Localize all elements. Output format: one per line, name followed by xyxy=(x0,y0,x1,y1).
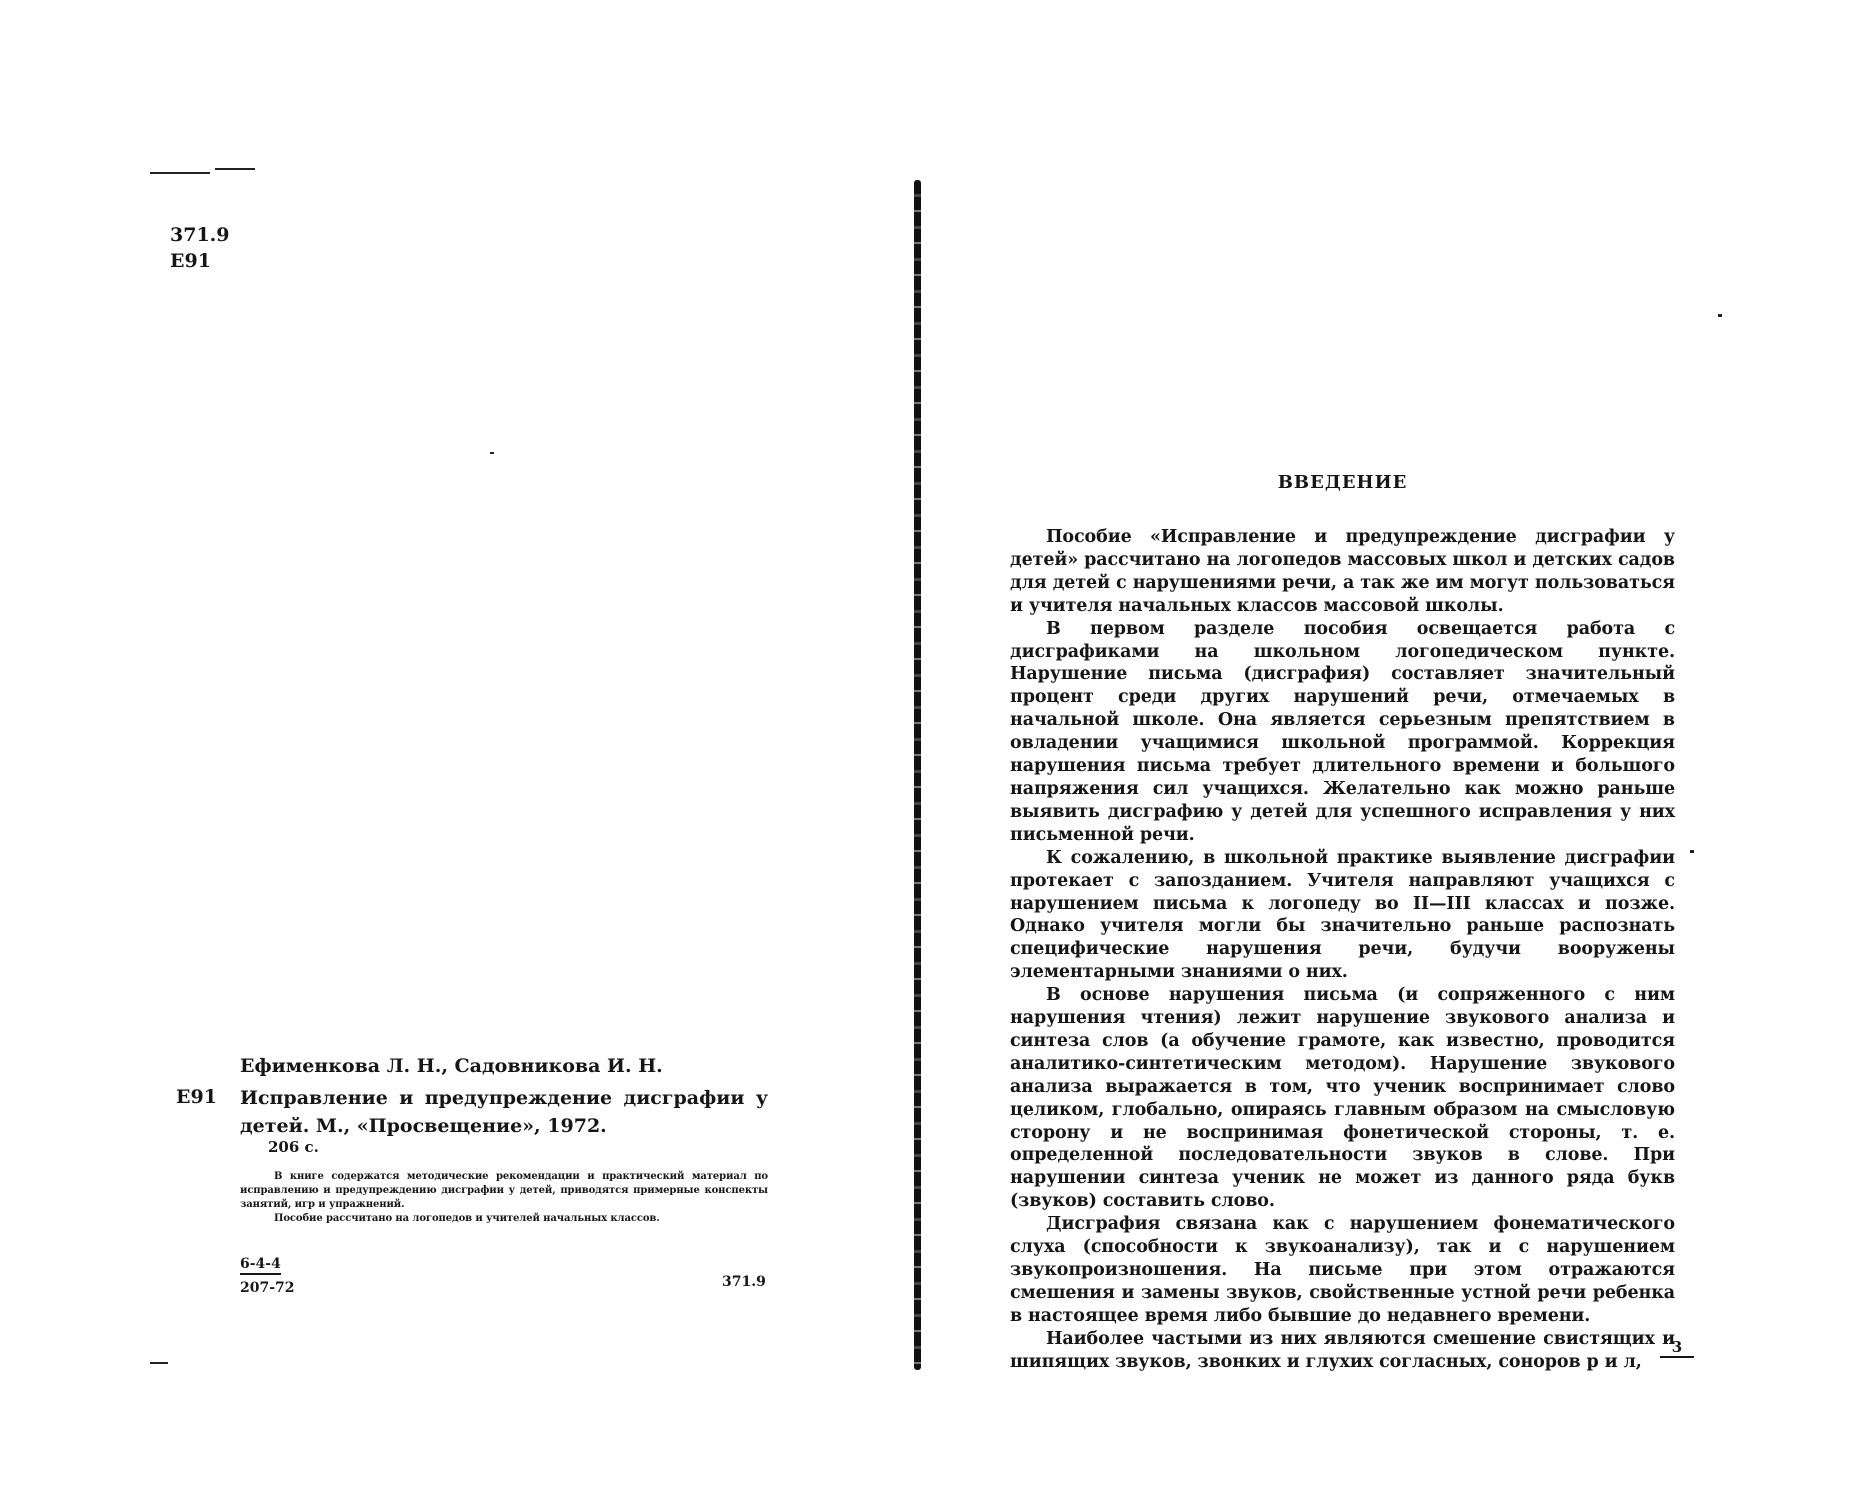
page-number: 3 xyxy=(1660,1338,1694,1358)
book-spine xyxy=(914,180,921,1370)
scan-mark xyxy=(490,452,494,454)
scan-mark xyxy=(1690,850,1694,853)
page-count: 206 с. xyxy=(268,1138,319,1156)
udc-code xyxy=(170,222,230,274)
catalog-code-right: 371.9 xyxy=(722,1274,766,1290)
udc-line-2: Е91 xyxy=(170,250,211,272)
catalog-code-bottom: 207-72 xyxy=(240,1280,295,1296)
classification-code: Е91 xyxy=(176,1086,217,1108)
udc-line-1: 371.9 xyxy=(170,224,230,246)
scan-mark xyxy=(1718,314,1722,317)
paragraph: Дисграфия связана как с нарушением фонематического слуха (способности к звукоанализу), так и с нарушением звукопроизношения. На письме при этом отражаются смешения и замены звуков, свойственные устной речи ребенка в настоящее время либо бывшие до недавнего времени. xyxy=(1010,1214,1675,1326)
catalog-code-top: 6-4-4 xyxy=(240,1256,281,1275)
book-title: Исправление и предупреждение дисграфии у детей. М., «Просвещение», 1972. xyxy=(240,1087,768,1137)
book-authors: Ефименкова Л. Н., Садовникова И. Н. xyxy=(240,1055,663,1077)
abstract-paragraph: В книге содержатся методические рекомендации и практический материал по исправлению и предупреждению дисграфии у детей, приводятся примерные конспекты занятий, игр и упражнений. xyxy=(240,1171,768,1210)
scan-mark xyxy=(150,172,210,174)
scan-mark xyxy=(150,1362,168,1364)
scan-mark xyxy=(215,168,255,170)
abstract-paragraph: Пособие рассчитано на логопедов и учителей начальных классов. xyxy=(274,1213,660,1224)
section-heading: ВВЕДЕНИЕ xyxy=(1277,472,1408,493)
paragraph: В первом разделе пособия освещается работа с дисграфиками на школьном логопедическом пункте. Нарушение письма (дисграфия) составляет значительный процент среди других нарушений речи, отмечаемых в начальной школе. Она является серьезным препятствием в овладении учащимися школьной программой. Коррекция нарушения письма требует длительного времени и большого напряжения сил учащихся. Желательно как можно раньше выявить дисграфию у детей для успешного исправления у них письменной речи. xyxy=(1010,618,1675,845)
book-abstract xyxy=(240,1170,768,1226)
paragraph: Пособие «Исправление и предупреждение дисграфии у детей» рассчитано на логопедов массовых школ и детских садов для детей с нарушениями речи, а так же им могут пользоваться и учителя начальных классов массовой школы. xyxy=(1010,527,1675,616)
paragraph: Наиболее частыми из них являются смешение свистящих и шипящих звуков, звонких и глухих согласных, соноров р и л, xyxy=(1010,1328,1675,1372)
introduction-text xyxy=(1010,526,1675,1374)
paragraph: В основе нарушения письма (и сопряженного с ним нарушения чтения) лежит нарушение звукового анализа и синтеза слов (а обучение грамоте, как известно, проводится аналитико-синтетическим методом). Нарушение звукового анализа выражается в том, что ученик воспринимает слово целиком, глобально, опираясь главным образом на смысловую сторону и не воспринимая фонетической стороны, т. е. определенной последовательности звуков в слове. При нарушении синтеза ученик не может из данного ряда букв (звуков) составить слово. xyxy=(1010,985,1675,1212)
paragraph: К сожалению, в школьной практике выявление дисграфии протекает с запозданием. Учителя направляют учащихся с нарушением письма к логопеду во II—III классах и позже. Однако учителя могли бы значительно раньше распознать специфические нарушения речи, будучи вооружены элементарными знаниями о них. xyxy=(1010,847,1675,983)
